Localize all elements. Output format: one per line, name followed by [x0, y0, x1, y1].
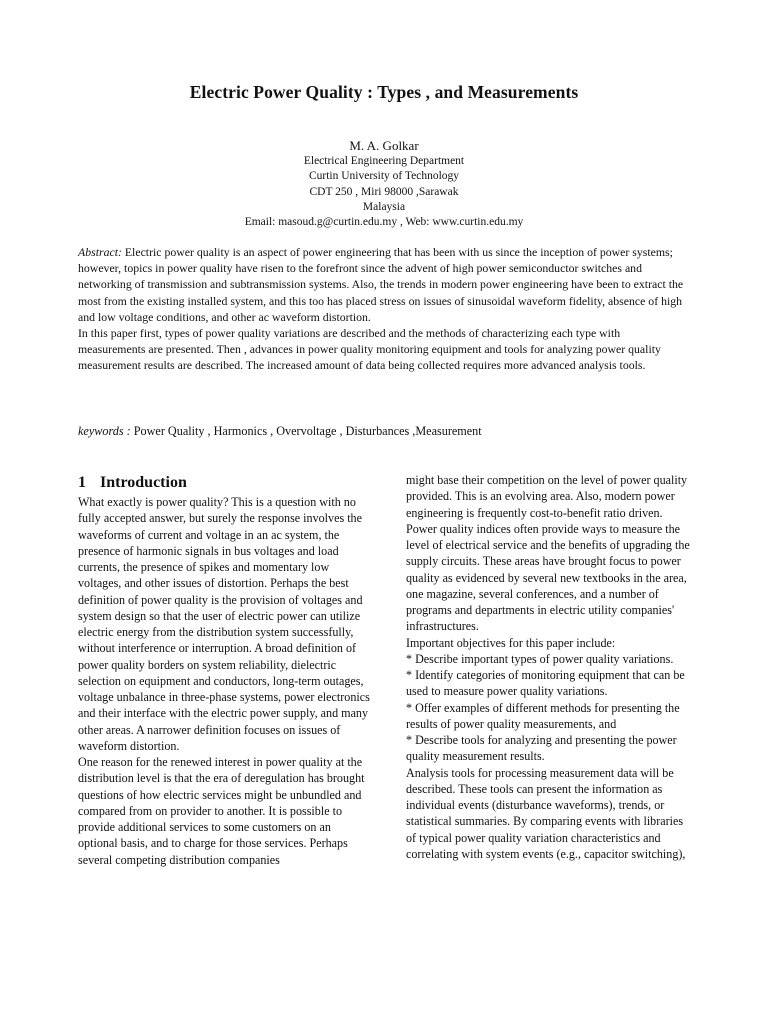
right-paragraph: might base their competition on the level of power quality provided. This is an evolving area. Also, modern power engineering is frequently cost-to-benefit ratio driven. Power quality indices often provide ways to measure the level of electrical service and the benefits of upgrading the supply circuits. These areas have brought focus to power quality as evidenced by several new textbooks in the area, one magazine, several conferences, and a number of programs and departments in electric utility companies' infrastructures. — [406, 473, 690, 634]
objective-item: * Describe tools for analyzing and presenting the power quality measurement results. — [406, 733, 677, 764]
keywords-text: Power Quality , Harmonics , Overvoltage , Disturbances ,Measurement — [130, 424, 482, 438]
affiliation-contact: Email: masoud.g@curtin.edu.my , Web: www.curtin.edu.my — [244, 216, 524, 229]
affiliation-address: CDT 250 , Miri 98000 ,Sarawak — [309, 185, 459, 198]
keywords — [78, 423, 690, 439]
affiliation-university: Curtin University of Technology — [308, 170, 460, 183]
affiliation-country: Malaysia — [362, 200, 406, 213]
paper-title: Electric Power Quality : Types , and Measurements — [189, 82, 579, 102]
left-paragraph: What exactly is power quality? This is a question with no fully accepted answer, but surely the response involves the waveforms of current and voltage in an ac system, the presence of harmonic signals in bus voltages and load currents, the presence of spikes and momentary low voltages, and other issues of distortion. Perhaps the best definition of power quality is the provision of voltages and system design so that the user of electric power can utilize electric energy from the distribution system successfully, without interference or interruption. A broad definition of power quality borders on system reliability, dielectric selection on equipment and conductors, long-term outages, voltage unbalance in three-phase systems, power electronics and their interface with the electric power supply, and many other areas. A narrower definition focuses on issues of waveform distortion. — [78, 495, 370, 753]
section-number: 1 — [78, 474, 86, 491]
abstract-paragraph-2: In this paper first, types of power quality variations are described and the methods of characterizing each type with measurements are presented. Then , advances in power quality monitoring equipment and tools for analyzing power quality measurement results are described. The increased amount of data being collected requires more advanced analysis tools. — [78, 326, 661, 373]
left-paragraph: One reason for the renewed interest in power quality at the distribution level is that the era of deregulation has brought questions of how electric services might be unbundled and compared from on provider to another. It is possible to provide additional services to some customers on an optional basis, and to charge for those services. Perhaps several competing distribution companies — [78, 755, 365, 867]
objective-item: * Describe important types of power quality variations. — [406, 651, 674, 666]
objective-item: * Identify categories of monitoring equipment that can be used to measure power quality variations. — [406, 668, 685, 699]
left-column — [78, 472, 370, 868]
section-title: Introduction — [100, 474, 187, 491]
abstract — [78, 244, 690, 374]
affiliation-department: Electrical Engineering Department — [303, 155, 465, 167]
abstract-label: Abstract: — [78, 245, 122, 259]
objective-item: * Offer examples of different methods for presenting the results of power quality measurements, and — [406, 700, 680, 731]
right-column — [406, 472, 692, 862]
section-heading-introduction — [78, 472, 370, 494]
author-affiliation — [0, 154, 768, 230]
abstract-text-1: Electric power quality is an aspect of power engineering that has been with us since the inception of power systems; however, topics in power quality have risen to the forefront since the advent of high power semiconductor switches and networking of transmission and subtransmission systems. Also, the trends in modern power engineering have been to extract the most from the existing installed system, and this too has placed stress on issues of sinusoidal waveform fidelity, absence of high and low voltage conditions, and other ac waveform distortion. — [78, 245, 684, 324]
right-paragraph: Important objectives for this paper include: — [406, 635, 616, 650]
keywords-label: keywords : — [78, 424, 131, 438]
author-name: M. A. Golkar — [349, 138, 419, 153]
right-paragraph: Analysis tools for processing measurement data will be described. These tools can present the information as individual events (disturbance waveforms), trends, or statistical summaries. By comparing events with libraries of typical power quality variation characteristics and correlating with system events (e.g., capacitor switching), — [406, 765, 686, 861]
abstract-paragraph-1 — [78, 244, 690, 325]
